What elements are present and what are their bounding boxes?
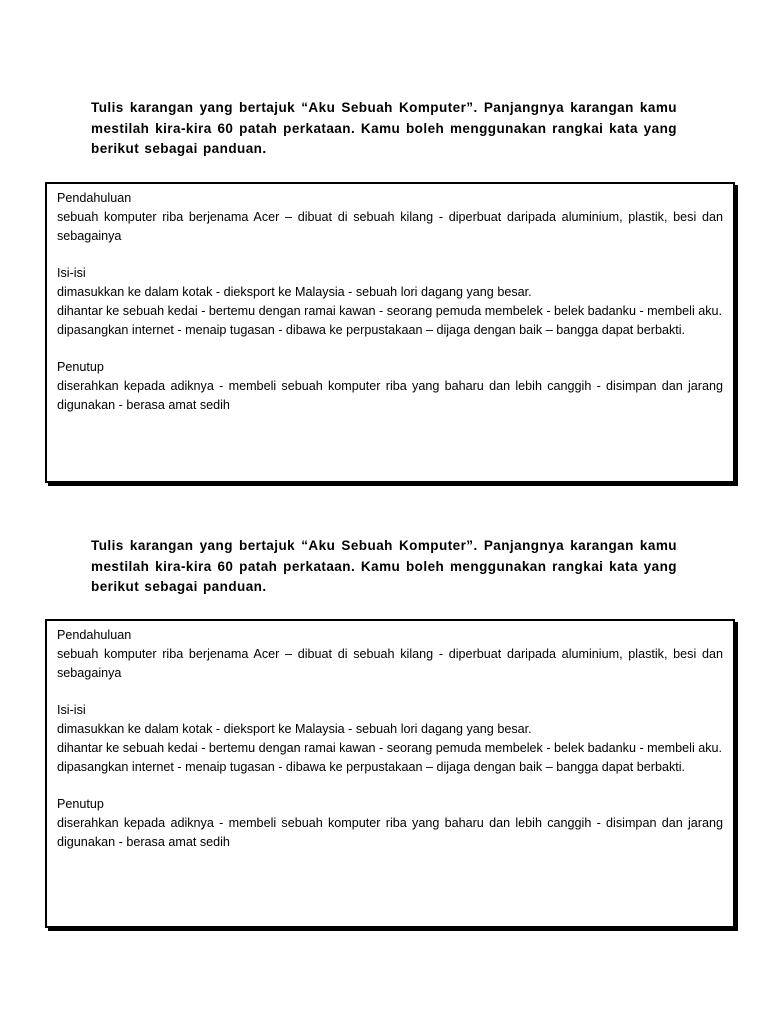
instruction-paragraph [91,536,677,598]
section-line: sebuah komputer riba berjenama Acer – dibuat di sebuah kilang - diperbuat daripada aluminium, plastik, besi dan sebagainya [57,209,723,243]
section-line: dihantar ke sebuah kedai - bertemu dengan ramai kawan - seorang pemuda membelek - belek badanku - membeli aku. [57,303,723,318]
guide-box [45,619,735,928]
instruction-text: Tulis karangan yang bertajuk “Aku Sebuah Komputer”. Panjangnya karangan kamu mestilah kira-kira 60 patah perkataan. Kamu boleh menggunakan rangkai kata yang berikut sebagai panduan. [91,100,677,156]
section-line: dihantar ke sebuah kedai - bertemu dengan ramai kawan - seorang pemuda membelek - belek badanku - membeli aku. [57,740,723,755]
section-line: dipasangkan internet - menaip tugasan - dibawa ke perpustakaan – dijaga dengan baik – bangga dapat berbakti. [57,322,686,337]
section-title: Penutup [57,360,104,375]
section-title: Penutup [57,797,104,812]
section-line: diserahkan kepada adiknya - membeli sebuah komputer riba yang baharu dan lebih canggih - disimpan dan jarang digunakan - berasa amat sedih [57,378,723,412]
section-pendahuluan [57,626,723,682]
instruction-text: Tulis karangan yang bertajuk “Aku Sebuah Komputer”. Panjangnya karangan kamu mestilah kira-kira 60 patah perkataan. Kamu boleh menggunakan rangkai kata yang berikut sebagai panduan. [91,538,677,594]
section-title: Isi-isi [57,703,86,718]
section-isi-isi [57,701,723,776]
section-title: Pendahuluan [57,628,132,642]
section-penutup [57,358,723,414]
guide-box [45,182,735,483]
section-line: dimasukkan ke dalam kotak - dieksport ke Malaysia - sebuah lori dagang yang besar. [57,721,532,736]
section-line: diserahkan kepada adiknya - membeli sebuah komputer riba yang baharu dan lebih canggih - disimpan dan jarang digunakan - berasa amat sedih [57,815,723,849]
section-line: sebuah komputer riba berjenama Acer – dibuat di sebuah kilang - diperbuat daripada aluminium, plastik, besi dan sebagainya [57,646,723,680]
section-line: dimasukkan ke dalam kotak - dieksport ke Malaysia - sebuah lori dagang yang besar. [57,284,532,299]
instruction-paragraph [91,98,677,160]
section-penutup [57,795,723,851]
section-pendahuluan [57,189,723,245]
section-title: Isi-isi [57,266,86,281]
section-title: Pendahuluan [57,191,132,205]
section-isi-isi [57,264,723,339]
section-line: dipasangkan internet - menaip tugasan - dibawa ke perpustakaan – dijaga dengan baik – bangga dapat berbakti. [57,759,686,774]
